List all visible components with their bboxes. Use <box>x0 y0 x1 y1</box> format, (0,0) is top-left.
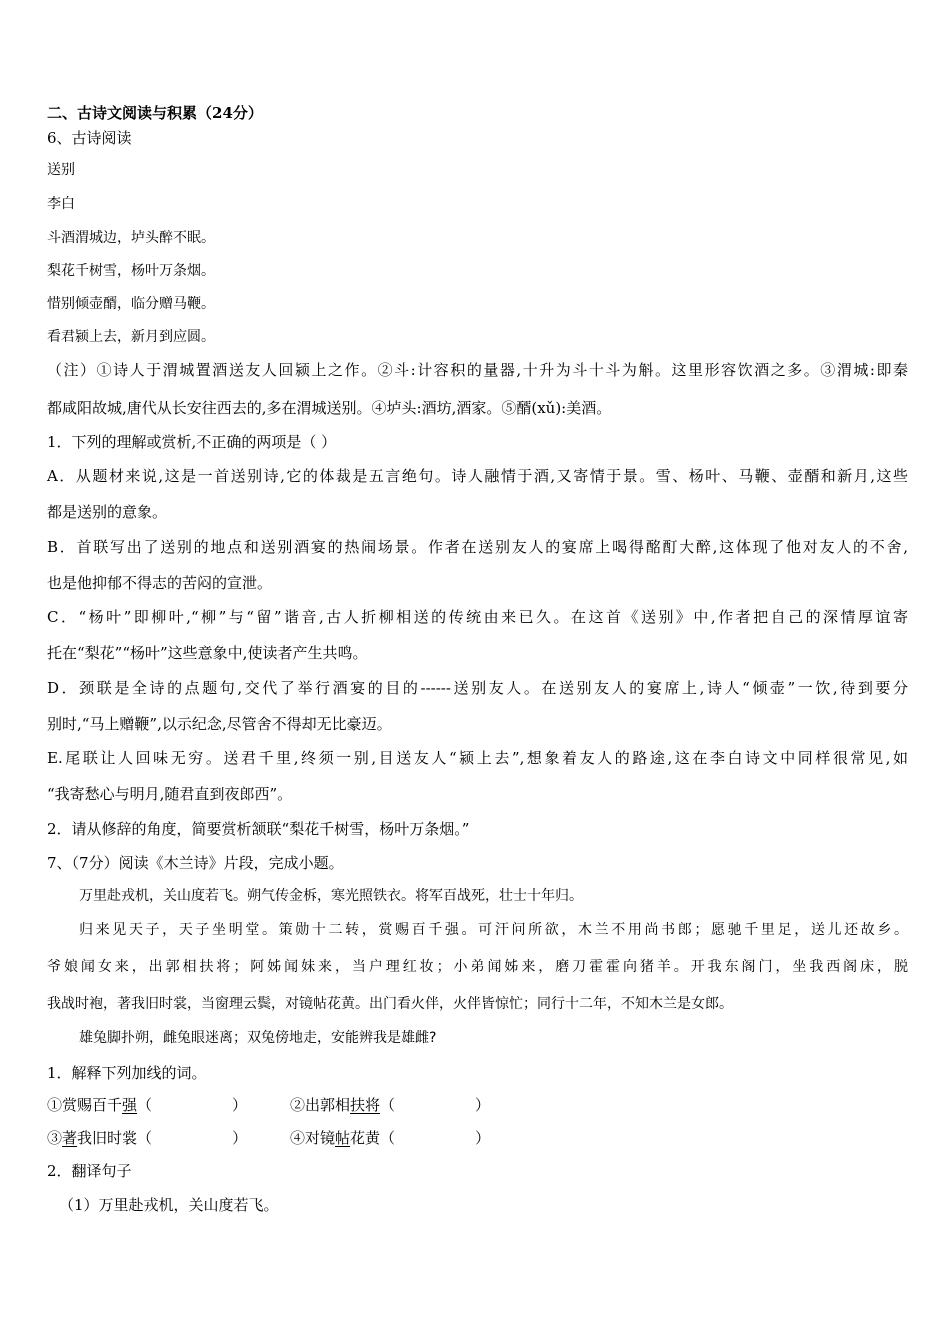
vocab-item-4-text: ④对镜 <box>290 1129 336 1147</box>
vocab-item-3-underlined-word: 著 <box>62 1129 78 1147</box>
vocab-item-2-text: ②出郭相 <box>290 1096 351 1114</box>
vocab-item-3-text: ③ <box>47 1129 63 1147</box>
option-d: D．颈联是全诗的点题句,交代了举行酒宴的目的------送别友人。在送别友人的宴席上,诗人“倾壶”一饮,待到要分 <box>47 679 908 697</box>
option-b-continued: 也是他抑郁不得志的苦闷的宣泄。 <box>47 574 273 592</box>
vocab-item-3-blank-close: ） <box>232 1129 248 1147</box>
vocab-item-1-blank-close: ） <box>232 1096 248 1114</box>
question-7-header: 7、（7分）阅读《木兰诗》片段，完成小题。 <box>47 854 344 872</box>
option-e-continued: “我寄愁心与明月,随君直到夜郎西”。 <box>47 785 293 803</box>
option-c: C．“杨叶”即柳叶,“柳”与“留”谐音,古人折柳相送的传统由来已久。在这首《送别》中,作者把自己的深情厚谊寄 <box>47 608 908 626</box>
mulan-paragraph-2-continued: 爷娘闻女来，出郭相扶将；阿姊闻妹来，当户理红妆；小弟闻姊来，磨刀霍霍向猪羊。开我东阁门，坐我西阁床，脱 <box>47 959 908 975</box>
option-b: B．首联写出了送别的地点和送别酒宴的热闹场景。作者在送别友人的宴席上喝得酩酊大醉,这体现了他对友人的不舍, <box>47 538 908 556</box>
option-a: A．从题材来说,这是一首送别诗,它的体裁是五言绝句。诗人融情于酒,又寄情于景。雪、杨叶、马鞭、壶醑和新月,这些 <box>47 467 908 485</box>
vocab-item-3 <box>47 1129 247 1147</box>
vocab-item-1-text: ①赏赐百千 <box>47 1096 123 1114</box>
poem-line: 梨花千树雪，杨叶万条烟。 <box>47 263 215 279</box>
vocab-item-2 <box>290 1095 490 1115</box>
translate-item-1: （1）万里赴戎机，关山度若飞。 <box>59 1196 279 1214</box>
vocab-item-1-blank-open: （ <box>137 1096 153 1114</box>
q6-sub1-question: 1．下列的理解或赏析,不正确的两项是（ ） <box>47 433 337 451</box>
vocab-item-1-underlined-word: 强 <box>122 1096 138 1114</box>
section-title: 二、古诗文阅读与积累（24分） <box>47 104 263 122</box>
option-d-continued: 别时,“马上赠鞭”,以示纪念,尽管舍不得却无比豪迈。 <box>47 715 392 733</box>
mulan-paragraph-3: 雄兔脚扑朔，雌兔眼迷离；双兔傍地走，安能辨我是雄雌? <box>79 1030 437 1046</box>
vocab-item-2-blank-close: ） <box>475 1096 491 1114</box>
option-c-continued: 托在“梨花”“杨叶”这些意象中,使读者产生共鸣。 <box>47 644 368 662</box>
q7-sub2-question: 2．翻译句子 <box>47 1162 132 1180</box>
question-6-header: 6、古诗阅读 <box>47 129 132 147</box>
q6-sub2-question: 2．请从修辞的角度，简要赏析颔联“梨花千树雪，杨叶万条烟。” <box>47 820 470 838</box>
vocab-item-4-underlined-word: 帖 <box>335 1129 351 1147</box>
poem-line: 看君颍上去，新月到应圆。 <box>47 329 215 345</box>
vocab-item-1 <box>47 1096 247 1114</box>
vocab-item-3-blank-open: （ <box>137 1129 153 1147</box>
q7-sub1-question: 1．解释下列加线的词。 <box>47 1064 207 1082</box>
vocab-item-4-text-after: 花黄 <box>350 1129 381 1147</box>
vocab-item-3-text-after: 我旧时裳 <box>77 1129 138 1147</box>
vocab-item-row-2 <box>47 1128 908 1148</box>
vocab-item-4-blank-open: （ <box>380 1129 396 1147</box>
mulan-paragraph-1: 万里赴戎机，关山度若飞。朔气传金柝，寒光照铁衣。将军百战死，壮士十年归。 <box>79 888 583 904</box>
poem-note: （注）①诗人于渭城置酒送友人回颍上之作。②斗:计容积的量器,十升为斗十斗为斛。这里形容饮酒之多。③渭城:即秦 <box>47 361 908 379</box>
vocab-item-2-underlined-word: 扶将 <box>350 1096 381 1114</box>
option-e: E.尾联让人回味无穷。送君千里,终须一别,目送友人“颍上去”,想象着友人的路途,这在李白诗文中同样很常见,如 <box>47 749 908 767</box>
poem-line: 惜别倾壶醑，临分赠马鞭。 <box>47 296 215 312</box>
mulan-paragraph-2: 归来见天子，天子坐明堂。策勋十二转，赏赐百千强。可汗问所欲，木兰不用尚书郎；愿驰千里足，送儿还故乡。 <box>79 922 908 938</box>
vocab-item-4-blank-close: ） <box>475 1129 491 1147</box>
option-a-continued: 都是送别的意象。 <box>47 503 168 521</box>
vocab-item-2-blank-open: （ <box>380 1096 396 1114</box>
vocab-item-row-1 <box>47 1095 908 1115</box>
vocab-item-4 <box>290 1128 490 1148</box>
poem-title: 送别 <box>47 162 75 178</box>
poem-note-continued: 都咸阳故城,唐代从长安往西去的,多在渭城送别。④垆头:酒坊,酒家。⑤醑(xǔ):美酒。 <box>47 399 612 417</box>
poem-line: 斗酒渭城边，垆头醉不眠。 <box>47 230 215 246</box>
poem-author: 李白 <box>47 196 75 212</box>
mulan-paragraph-2-continued: 我战时袍，著我旧时裳，当窗理云鬓，对镜帖花黄。出门看火伴，火伴皆惊忙；同行十二年，不知木兰是女郎。 <box>47 996 733 1012</box>
